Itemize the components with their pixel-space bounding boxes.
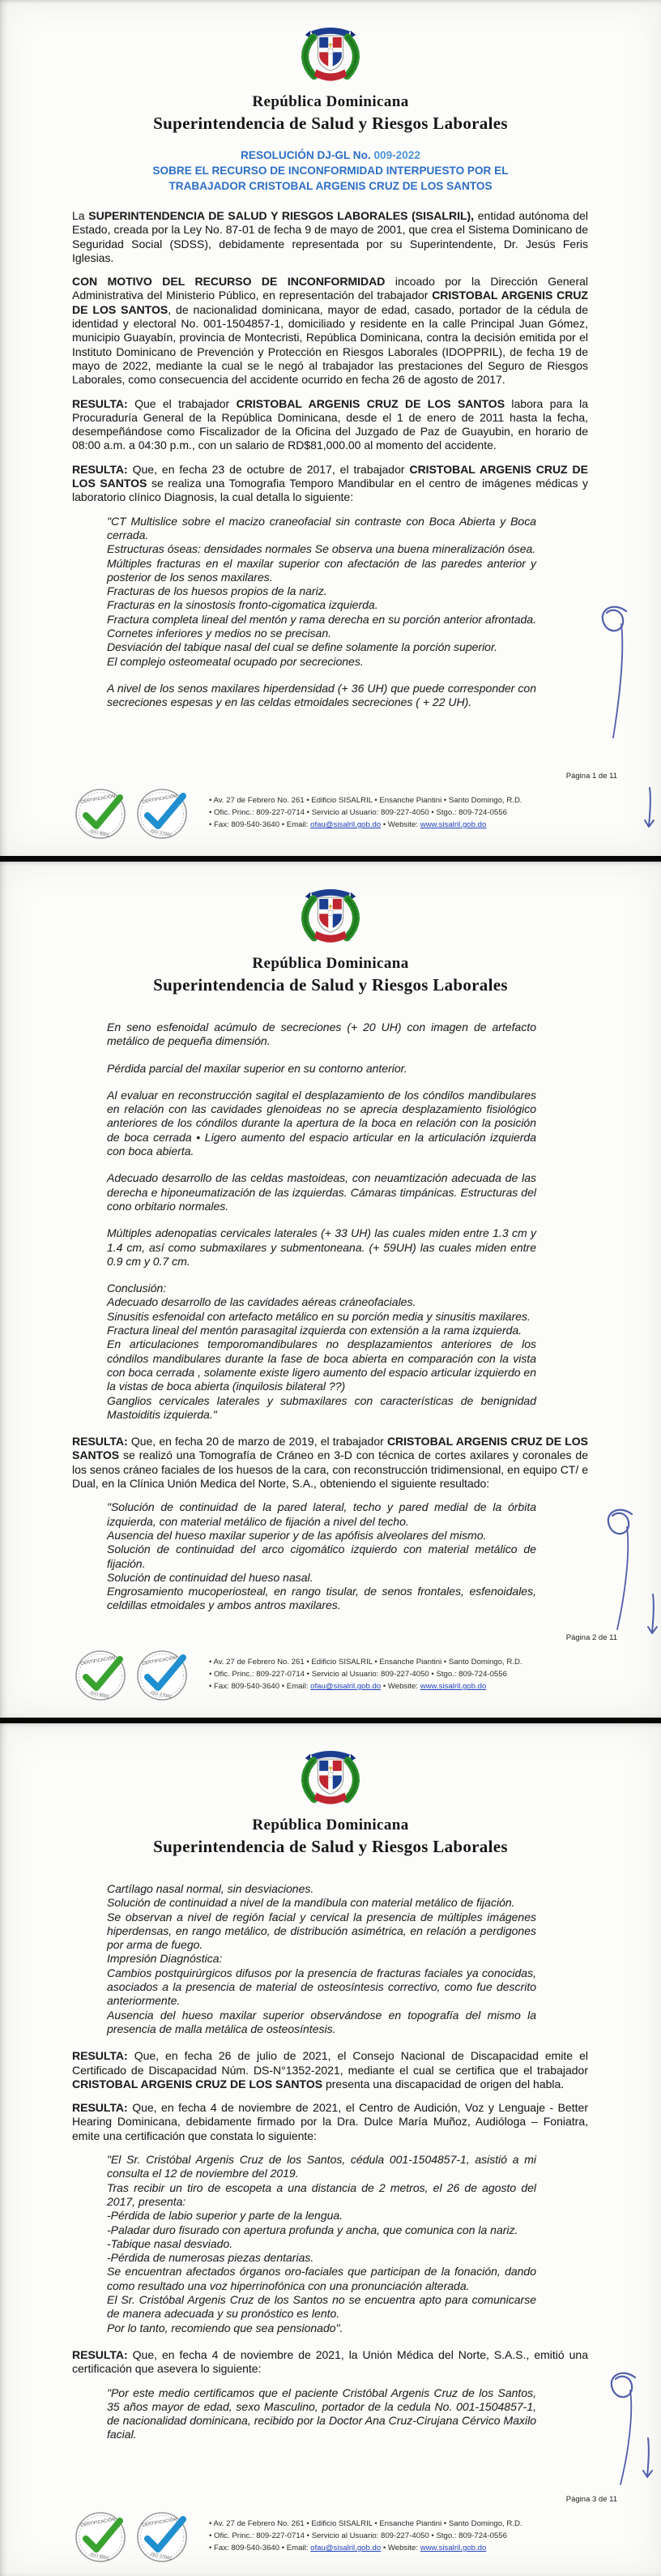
quote-line: "CT Multislice sobre el macizo craneofacial sin contraste con Boca Abierta y Boca cerrada. — [107, 514, 536, 541]
quote-line: Conclusión: — [107, 1282, 167, 1295]
seal-iso-label: ISO 27001 — [150, 1690, 173, 1701]
iso-9001-seal — [75, 2511, 126, 2563]
page-separator — [0, 1718, 661, 1723]
quote-line: Solución de continuidad a nivel de la mandíbula con material metálico de fijación. — [107, 1896, 515, 1910]
page-number-label: Página 3 de 11 — [565, 2495, 617, 2504]
seal-ring-label: CERTIFICACIÓN — [79, 2517, 116, 2528]
address-block — [209, 1650, 522, 1692]
seal-iso-label: ISO 9001 — [89, 828, 110, 838]
body-paragraph: La SUPERINTENDENCIA DE SALUD Y RIESGOS LABORALES (SISALRIL), entidad autónoma del Estado, creada por la Ley No. 87-01 de fecha 9 de mayo de 2001, que crea el Sistema Dominicano de Seguridad Social (SDSS), debidamente representada por su Superintendente, Dr. Jesús Feris Iglesias. — [72, 209, 588, 264]
document-page-3 — [0, 1723, 661, 2576]
quote-line: Pérdida parcial del maxilar superior en su contorno anterior. — [107, 1061, 407, 1075]
certification-seals — [75, 788, 188, 840]
page-separator — [0, 856, 661, 862]
quote-line: Desviación del tabique nasal del cual se define solamente la porción superior. — [107, 640, 497, 654]
iso-27001-seal — [136, 1650, 188, 1701]
document-page-1 — [0, 0, 661, 856]
address-line-2: • Ofic. Princ.: 809-227-0714 • Servicio al Usuario: 809-227-4050 • Stgo.: 809-724-0556 — [209, 1670, 507, 1679]
quote-line: -Pérdida de labio superior y parte de la lengua. — [107, 2209, 343, 2223]
header-agency: Superintendencia de Salud y Riesgos Laborales — [153, 1837, 508, 1856]
dominican-coat-of-arms — [293, 882, 368, 952]
quote-line: Solución de continuidad del arco cigomático izquierdo con material metálico de fijación. — [107, 1543, 536, 1570]
seal-iso-label: ISO 9001 — [89, 1690, 110, 1700]
document-page-2 — [0, 862, 661, 1718]
dominican-coat-of-arms — [293, 1744, 368, 1813]
seal-ring-label: CERTIFICACIÓN — [141, 2517, 177, 2528]
quote-line: "Por este medio certificamos que el paciente Cristóbal Argenis Cruz de los Santos, 35 años mayor de edad, sexo Masculino, portador de la cedula No. 001-1504857-1, de nacionalidad dominicana, recibido por la Doctor Ana Cruz-Cirujana Cérvico Maxilo facial. — [107, 2386, 536, 2441]
website-link[interactable]: www.sisalril.gob.do — [420, 820, 487, 829]
quote-line: "El Sr. Cristóbal Argenis Cruz de los Santos, cédula 001-1504857-1, asistió a mi consulta el 12 de noviembre del 2019. — [107, 2153, 536, 2180]
quote-line: Al evaluar en reconstrucción sagital el desplazamiento de los cóndilos mandibulares en relación con las cavidades glenoideas no se aprecia desplazamiento fisiológico anteriores de los cóndilos durante la apertura de la boca en relación con la posición de boca cerrada • Ligero aumento del espacio articular en la articulación izquierda con boca abierta. — [107, 1088, 536, 1158]
address-line-1: • Av. 27 de Febrero No. 261 • Edificio SISALRIL • Ensanche Piantini • Santo Domingo, R.D. — [209, 2519, 522, 2528]
address-line-3: • Fax: 809-540-3640 • Email: ofau@sisalril.gob.do • Website: www.sisalril.gob.do — [209, 2544, 487, 2552]
quote-line: Engrosamiento mucoperiosteal, en rango tisular, de senos frontales, esfenoidales, celdillas etmoidales y ambos antros maxilares. — [107, 1585, 536, 1612]
page-body — [72, 209, 588, 710]
resolution-number-line: RESOLUCIÓN DJ-GL No. 009-2022 — [241, 149, 420, 161]
quote-line: Cornetes inferiores y medios no se precisan. — [107, 627, 332, 640]
iso-9001-seal — [75, 788, 126, 840]
page-body — [72, 1882, 588, 2442]
handwritten-initial-mark — [589, 601, 654, 743]
address-line-2: • Ofic. Princ.: 809-227-0714 • Servicio al Usuario: 809-227-4050 • Stgo.: 809-724-0556 — [209, 808, 507, 817]
email-link[interactable]: ofau@sisalril.gob.do — [310, 2544, 382, 2552]
page-footer — [0, 2495, 661, 2563]
body-paragraph: RESULTA: Que, en fecha 4 de noviembre de 2021, el Centro de Audición, Voz y Lenguaje - Better Hearing Dominicana, debidamente firmado por la Dra. Dulce María Muñoz, Audióloga – Foniatra, emite una certificación que constata lo siguiente: — [72, 2101, 588, 2142]
quote-line: -Pérdida de numerosas piezas dentarias. — [107, 2251, 314, 2265]
seal-iso-label: ISO 27001 — [150, 2552, 173, 2562]
resolution-subtitle-line1: SOBRE EL RECURSO DE INCONFORMIDAD INTERPUESTO POR EL — [152, 165, 509, 177]
website-link[interactable]: www.sisalril.gob.do — [420, 2544, 487, 2552]
address-line-2: • Ofic. Princ.: 809-227-0714 • Servicio al Usuario: 809-227-4050 • Stgo.: 809-724-0556 — [209, 2531, 507, 2540]
website-link[interactable]: www.sisalril.gob.do — [420, 1682, 487, 1691]
seal-ring-label: CERTIFICACIÓN — [141, 794, 177, 805]
page-body — [72, 1021, 588, 1613]
address-block — [209, 788, 522, 831]
quote-line: En seno esfenoidal acúmulo de secreciones (+ 20 UH) con imagen de artefacto metálico de pequeña dimensión. — [107, 1021, 536, 1048]
quote-line: Tras recibir un tiro de escopeta a una distancia de 2 metros, el 26 de agosto del 2017, presenta: — [107, 2180, 536, 2208]
iso-27001-seal — [136, 2511, 188, 2563]
quote-line: Adecuado desarrollo de las cavidades aéreas cráneofaciales. — [107, 1295, 416, 1309]
certification-seals — [75, 1650, 188, 1701]
page-footer — [0, 772, 661, 840]
quote-line: Cambios postquirúrgicos difusos por la presencia de fracturas faciales ya conocidas, asociados a la presencia de material de osteosíntesis correctivo, como fue descrito anteriormente. — [107, 1966, 536, 2008]
quote-line: Múltiples fracturas en el maxilar superior con afectación de las paredes anterior y posterior de los senos maxilares. — [107, 556, 536, 584]
quote-line: El Sr. Cristóbal Argenis Cruz de los Santos no se encuentra apto para comunicarse de manera adecuada y su pronóstico es lento. — [107, 2293, 536, 2321]
quote-line: Por lo tanto, recomiendo que sea pensionado". — [107, 2321, 343, 2334]
quote-line: En articulaciones temporomandibulares no desplazamientos anteriores de los cóndilos mandibulares durante la fase de boca abierta en comparación con la vista con boca cerrada , solamente existe ligero aumento del espacio articular izquierdo en la vistas de boca abierta (inquilosis bilateral ??) — [107, 1337, 536, 1393]
quote-line: Ganglios cervicales laterales y submaxilares con características de benignidad Mastoiditis izquierda." — [107, 1393, 536, 1421]
page-number-label: Página 2 de 11 — [565, 1633, 617, 1642]
address-line-1: • Av. 27 de Febrero No. 261 • Edificio SISALRIL • Ensanche Piantini • Santo Domingo, R.D. — [209, 796, 522, 805]
quote-line: El complejo osteomeatal ocupado por secreciones. — [107, 654, 364, 668]
iso-9001-seal — [75, 1650, 126, 1701]
quote-line: Adecuado desarrollo de las celdas mastoideas, con neuamtización adecuada de las derecha e hiponeumatización de las izquierdas. Cámaras timpánicas. Estructuras del cono orbitario normales. — [107, 1171, 536, 1213]
body-paragraph: RESULTA: Que, en fecha 4 de noviembre de 2021, la Unión Médica del Norte, S.A.S., emitió una certificación que asevera lo siguiente: — [72, 2347, 588, 2376]
header-country: República Dominicana — [252, 93, 409, 110]
seal-ring-label: CERTIFICACIÓN — [79, 794, 116, 805]
resolution-subtitle-line2: TRABAJADOR CRISTOBAL ARGENIS CRUZ DE LOS SANTOS — [168, 180, 493, 192]
header-agency: Superintendencia de Salud y Riesgos Laborales — [153, 113, 508, 133]
address-block — [209, 2511, 522, 2554]
quote-line: Cartílago nasal normal, sin desviaciones. — [107, 1882, 314, 1895]
quote-line: Fracturas en la sinostosis fronto-cigomatica izquierda. — [107, 598, 378, 612]
quote-line: -Paladar duro fisurado con apertura profunda y ancha, que comunica con la nariz. — [107, 2223, 518, 2236]
quote-line: Solución de continuidad del hueso nasal. — [107, 1570, 313, 1584]
certification-seals — [75, 2511, 188, 2563]
quote-line: Sinusitis esfenoidal con artefacto metálico en su porción media y sinusitis maxilares. — [107, 1309, 531, 1323]
email-link[interactable]: ofau@sisalril.gob.do — [310, 820, 382, 829]
header-country: República Dominicana — [252, 1816, 409, 1834]
header-country: República Dominicana — [252, 955, 409, 972]
quote-line: Se encuentran afectados órganos oro-faciales que participan de la fonación, dando como resultado una voz hiperrinofónica con una pronunciación alterada. — [107, 2265, 536, 2292]
address-line-3: • Fax: 809-540-3640 • Email: ofau@sisalril.gob.do • Website: www.sisalril.gob.do — [209, 820, 487, 829]
resolution-title — [0, 148, 661, 194]
body-paragraph: RESULTA: Que, en fecha 26 de julio de 2021, el Consejo Nacional de Discapacidad emite el Certificado de Discapacidad Núm. DS-N°1352-2021, mediante el cual se certifica que el trabajador CRISTOBAL ARGENIS CRUZ DE LOS SANTOS presenta una discapacidad de origen del habla. — [72, 2049, 588, 2090]
email-link[interactable]: ofau@sisalril.gob.do — [310, 1682, 382, 1691]
iso-27001-seal — [136, 788, 188, 840]
quote-line: "Solución de continuidad de la pared lateral, techo y pared medial de la órbita izquierda, con material metálico de fijación a nivel del techo. — [107, 1500, 536, 1528]
dominican-coat-of-arms — [293, 20, 368, 90]
seal-ring-label: CERTIFICACIÓN — [79, 1655, 116, 1667]
seal-iso-label: ISO 27001 — [150, 828, 173, 839]
quote-line: A nivel de los senos maxilares hiperdensidad (+ 36 UH) que puede corresponder con secreciones espesas y en las celdas etmoidales secreciones ( + 22 UH). — [107, 681, 536, 709]
quote-line: -Tabique nasal desviado. — [107, 2236, 233, 2250]
seal-ring-label: CERTIFICACIÓN — [141, 1655, 177, 1667]
header-agency: Superintendencia de Salud y Riesgos Laborales — [153, 975, 508, 995]
quote-line: Se observan a nivel de región facial y cervical la presencia de múltiples imágenes hiperdensas, en rango metálico, de distribución asimétrica, en relación a perdigones por arma de fuego. — [107, 1910, 536, 1952]
resolution-number: 009-2022 — [373, 149, 420, 161]
page-number-label: Página 1 de 11 — [565, 772, 617, 781]
quote-line: Ausencia del hueso maxilar superior observándose en topografía del mismo la presencia de malla metálica de osteosíntesis. — [107, 2008, 536, 2035]
body-paragraph: RESULTA: Que, en fecha 20 de marzo de 2019, el trabajador CRISTOBAL ARGENIS CRUZ DE LOS SANTOS se realizó una Tomografía de Cráneo en 3-D con técnica de cortes axilares y coronales de los senos cráneo faciales de los huesos de la cara, con reconstrucción tridimensional, en equipo CT/ e Dual, en la Clínica Unión Medica del Norte, S.A., obteniendo el siguiente resultado: — [72, 1435, 589, 1491]
quote-line: Fractura lineal del mentón parasagital izquierda con extensión a la rama izquierda. — [107, 1324, 522, 1337]
handwritten-arrow-mark — [640, 2435, 656, 2485]
body-paragraph: RESULTA: Que, en fecha 23 de octubre de 2017, el trabajador CRISTOBAL ARGENIS CRUZ DE LOS SANTOS se realiza una Tomografia Temporo Mandibular en el centro de imágenes médicas y laboratorio clínico Diagnosis, la cual detalla lo siguiente: — [72, 462, 588, 504]
quote-line: Ausencia del hueso maxilar superior y de las apófisis alveolares del mismo. — [107, 1528, 487, 1542]
body-paragraph: RESULTA: Que el trabajador CRISTOBAL ARGENIS CRUZ DE LOS SANTOS labora para la Procuraduría General de la República Dominicana, desde el 1 de enero de 2011 hasta la fecha, desempeñándose como Fiscalizador de la Oficina del Juzgado de Paz de Guayubin, en horario de 08:00 a.m. a 04:30 p.m., con un salario de RD$81,000.00 al momento del accidente. — [72, 396, 588, 452]
quote-line: Fracturas de los huesos propios de la nariz. — [107, 584, 327, 598]
quote-line: Impresión Diagnóstica: — [107, 1952, 223, 1966]
seal-iso-label: ISO 9001 — [89, 2552, 110, 2561]
body-paragraph: CON MOTIVO DEL RECURSO DE INCONFORMIDAD incoado por la Dirección General Administrativa del Ministerio Público, en representación del trabajador CRISTOBAL ARGENIS CRUZ DE LOS SANTOS, de nacionalidad dominicana, mayor de edad, casado, portador de la cédula de identidad y electoral No. 001-1504857-1, domiciliado y residente en la calle Principal Juan Gómez, municipio Guayabín, provincia de Montecristi, República Dominicana, contra la decisión emitida por el Instituto Dominicano de Prevención y Protección en Riesgos Laborales (IDOPPRIL), de fecha 19 de mayo de 2022, mediante la cual se le negó al trabajador las prestaciones del Seguro de Riesgos Laborales, como consecuencia del accidente ocurrido en fecha 26 de agosto de 2017. — [72, 275, 589, 387]
address-line-3: • Fax: 809-540-3640 • Email: ofau@sisalril.gob.do • Website: www.sisalril.gob.do — [209, 1682, 487, 1691]
address-line-1: • Av. 27 de Febrero No. 261 • Edificio SISALRIL • Ensanche Piantini • Santo Domingo, R.D. — [209, 1658, 522, 1667]
quote-line: Estructuras óseas: densidades normales Se observa una buena mineralización ósea. — [107, 542, 536, 556]
page-footer — [0, 1633, 661, 1701]
quote-line: Fractura completa lineal del mentón y rama derecha en su porción anterior afrontada. — [107, 612, 536, 626]
quote-line: Múltiples adenopatias cervicales laterales (+ 33 UH) las cuales miden entre 1.3 cm y 1.4 cm, así como submaxilares y submentoneana. (+ 59UH) las cuales miden entre 0.9 cm y 0.7 cm. — [107, 1226, 536, 1268]
